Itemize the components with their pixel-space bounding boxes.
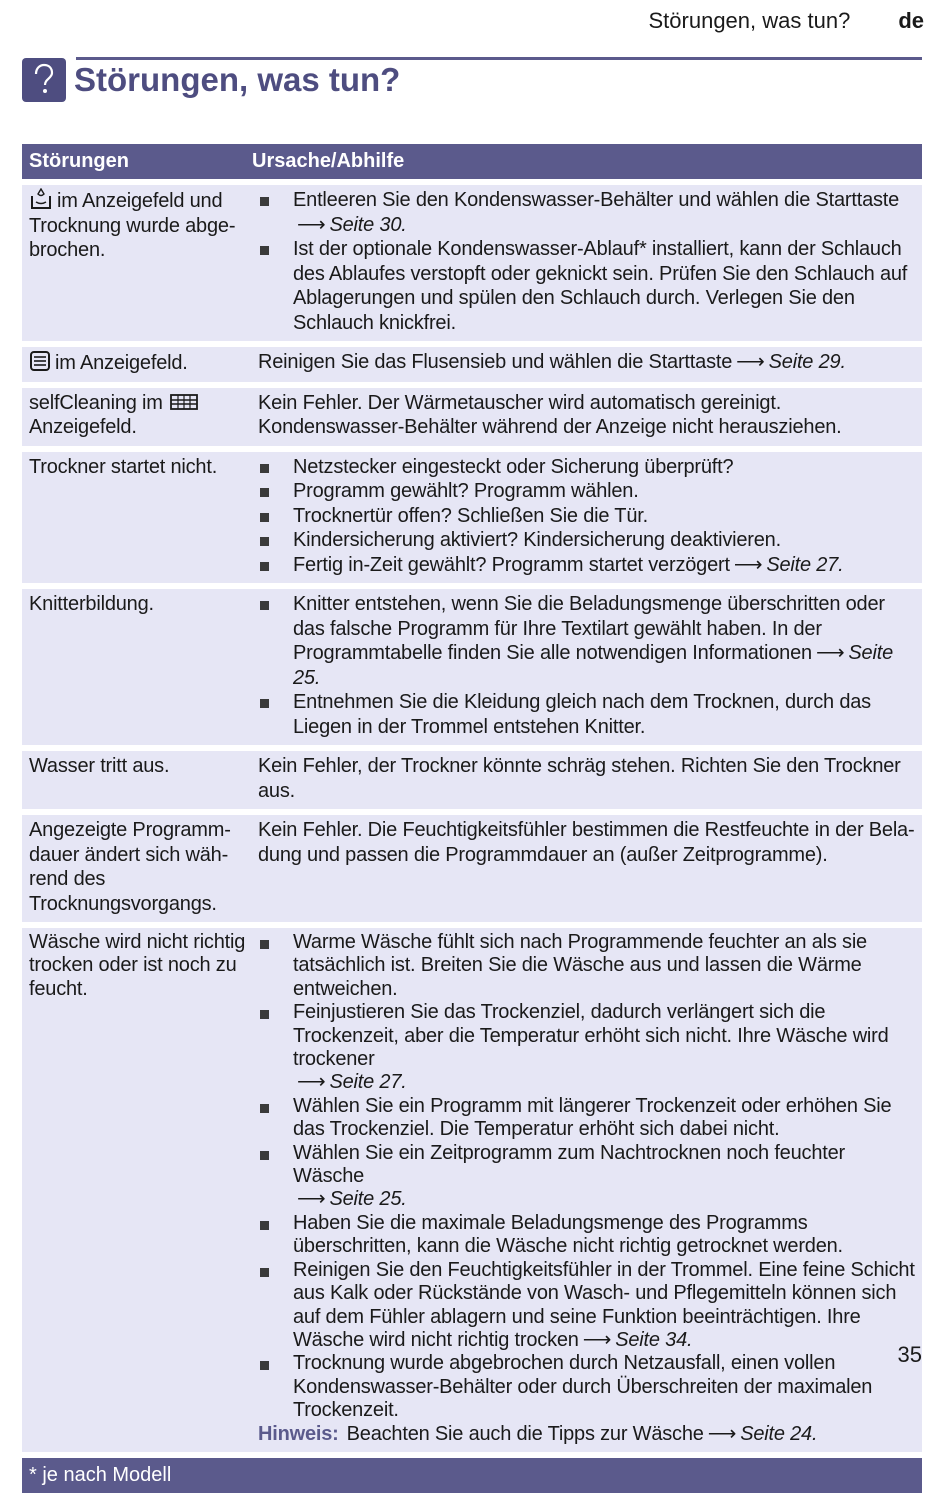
list-item: Feinjustieren Sie das Trockenziel, dadurch verlängert sich die Trockenzeit, aber die Temperatur erhöht sich nicht. Ihre Wäsche wird trockener ⟶ Seite 27. (258, 1001, 916, 1095)
arrow-icon: ⟶ (733, 553, 763, 576)
footnote: * je nach Modell (22, 1458, 922, 1493)
arrow-icon: ⟶ (736, 351, 765, 373)
header-language: de (898, 8, 924, 33)
problem-cell: Knitterbildung. (29, 593, 154, 615)
remedy-cell: Kein Fehler, der Trockner könnte schräg stehen. Richten Sie den Trockner aus. (258, 755, 901, 802)
remedy-cell (258, 188, 922, 335)
hint-note: Hinweis: Beachten Sie auch die Tipps zur Wäsche ⟶ Seite 24. (258, 1422, 818, 1445)
table-row (22, 388, 922, 446)
arrow-icon: ⟶ (297, 1071, 326, 1094)
table-row (22, 185, 922, 341)
column-header-remedy: Ursache/Abhilfe (252, 150, 405, 172)
table-row (22, 815, 922, 922)
column-header-problems: Störungen (29, 150, 129, 172)
list-item: Entleeren Sie den Kondenswasser-Behälter und wählen die Starttaste ⟶ Seite 30. (258, 188, 916, 237)
list-item: Netzstecker eingesteckt oder Sicherung überprüft? (258, 455, 916, 480)
page-number: 35 (897, 1342, 922, 1367)
problem-cell: selfCleaning im Anzeigefeld. (22, 391, 258, 440)
water-container-icon (29, 188, 53, 210)
table-row (22, 452, 922, 584)
list-item: Kindersicherung aktiviert? Kindersicherung deaktivieren. (258, 528, 916, 553)
list-item: Fertig in-Zeit gewählt? Programm startet verzögert ⟶ Seite 27. (258, 553, 916, 578)
list-item: Ist der optionale Kondenswasser-Ablauf* installiert, kann der Schlauch des Ablaufes verstopft oder geknickt sein. Prüfen Sie den Schlauch auf Ablagerungen und spülen den Schlauch durch. Verlegen Sie den Schlauch knickfrei. (258, 237, 916, 335)
remedy-cell (258, 592, 922, 739)
list-item: Trocknung wurde abgebrochen durch Netzausfall, einen vollen Kondenswasser-Behälter oder durch Überschreiten der maximalen Trockenzeit. (258, 1352, 916, 1422)
page-reference: Seite 27. (329, 1071, 407, 1094)
page-reference: Seite 27. (766, 553, 844, 576)
heat-exchanger-icon (170, 393, 198, 411)
arrow-icon: ⟶ (707, 1422, 737, 1445)
page-reference: Seite 25. (293, 642, 894, 689)
list-item: Haben Sie die maximale Beladungsmenge des Programms überschritten, kann die Wäsche nicht richtig getrocknet werden. (258, 1212, 916, 1259)
remedy-cell: Kein Fehler. Der Wärmetauscher wird automatisch gereinigt. Kondenswasser-Behälter während der Anzeige nicht herausziehen. (258, 391, 842, 438)
arrow-icon: ⟶ (815, 642, 845, 664)
header-rule (76, 57, 922, 60)
table-header (22, 144, 922, 179)
problem-cell: Angezeigte Programmdauer ändert sich während des Trocknungsvorgangs. (29, 819, 231, 915)
page-reference: Seite 34. (615, 1328, 693, 1351)
problem-cell: Wäsche wird nicht richtig trocken oder ist noch zu feucht. (29, 931, 246, 1000)
page-title: Störungen, was tun? (74, 61, 401, 98)
problem-cell: Wasser tritt aus. (29, 755, 170, 777)
remedy-cell: Reinigen Sie das Flusensieb und wählen die Starttaste ⟶ Seite 29. (258, 351, 846, 373)
running-header (649, 8, 925, 34)
remedy-cell (258, 931, 922, 1446)
page-reference: Seite 30. (329, 213, 407, 236)
question-icon (22, 58, 66, 102)
page-reference: Seite 24. (740, 1422, 818, 1445)
lint-filter-icon (29, 350, 51, 372)
table-row (22, 751, 922, 809)
problem-cell: im Anzeigefeld und Trocknung wurde abgebrochen. (29, 190, 236, 261)
remedy-cell: Kein Fehler. Die Feuchtigkeitsfühler bestimmen die Restfeuchte in der Beladung und passen die Programmdauer an (außer Zeitprogramme). (258, 819, 915, 866)
table-row (22, 928, 922, 1452)
hint-label: Hinweis: (258, 1422, 339, 1445)
list-item: Entnehmen Sie die Kleidung gleich nach dem Trocknen, durch das Liegen in der Trommel entstehen Knitter. (258, 690, 916, 739)
table-row (22, 347, 922, 382)
troubleshooting-table (22, 144, 922, 1493)
page-reference: Seite 25. (329, 1188, 407, 1211)
problem-cell: Trockner startet nicht. (29, 455, 218, 478)
table-row (22, 589, 922, 745)
arrow-icon: ⟶ (297, 1188, 326, 1211)
list-item: Trocknertür offen? Schließen Sie die Tür. (258, 504, 916, 529)
list-item: Programm gewählt? Programm wählen. (258, 479, 916, 504)
arrow-icon: ⟶ (297, 213, 326, 236)
list-item: Knitter entstehen, wenn Sie die Beladungsmenge überschritten oder das falsche Programm für Ihre Textilart gewählt haben. In der Programmtabelle finden Sie alle notwendigen Informationen ⟶ Seite 25. (258, 592, 916, 690)
header-section-title: Störungen, was tun? (648, 8, 851, 33)
page-reference: Seite 29. (768, 351, 846, 373)
list-item: Reinigen Sie den Feuchtigkeitsfühler in der Trommel. Eine feine Schicht aus Kalk oder Rückstände von Wasch- und Pflegemitteln können sich auf dem Fühler ablagern und seine Funktion beeinträchtigen. Ihre Wäsche wird nicht richtig trocken ⟶ Seite 34. (258, 1259, 916, 1353)
list-item: Wählen Sie ein Zeitprogramm zum Nachtrocknen noch feuchter Wäsche ⟶ Seite 25. (258, 1142, 916, 1212)
list-item: Wählen Sie ein Programm mit längerer Trockenzeit oder erhöhen Sie das Trockenziel. Die Temperatur erhöht sich dabei nicht. (258, 1095, 916, 1142)
remedy-cell (258, 455, 922, 578)
arrow-icon: ⟶ (582, 1328, 612, 1351)
problem-cell: im Anzeigefeld. (22, 350, 258, 376)
list-item: Warme Wäsche fühlt sich nach Programmende feuchter an als sie tatsächlich ist. Breiten Sie die Wäsche aus und lassen die Wärme entweichen. (258, 931, 916, 1001)
